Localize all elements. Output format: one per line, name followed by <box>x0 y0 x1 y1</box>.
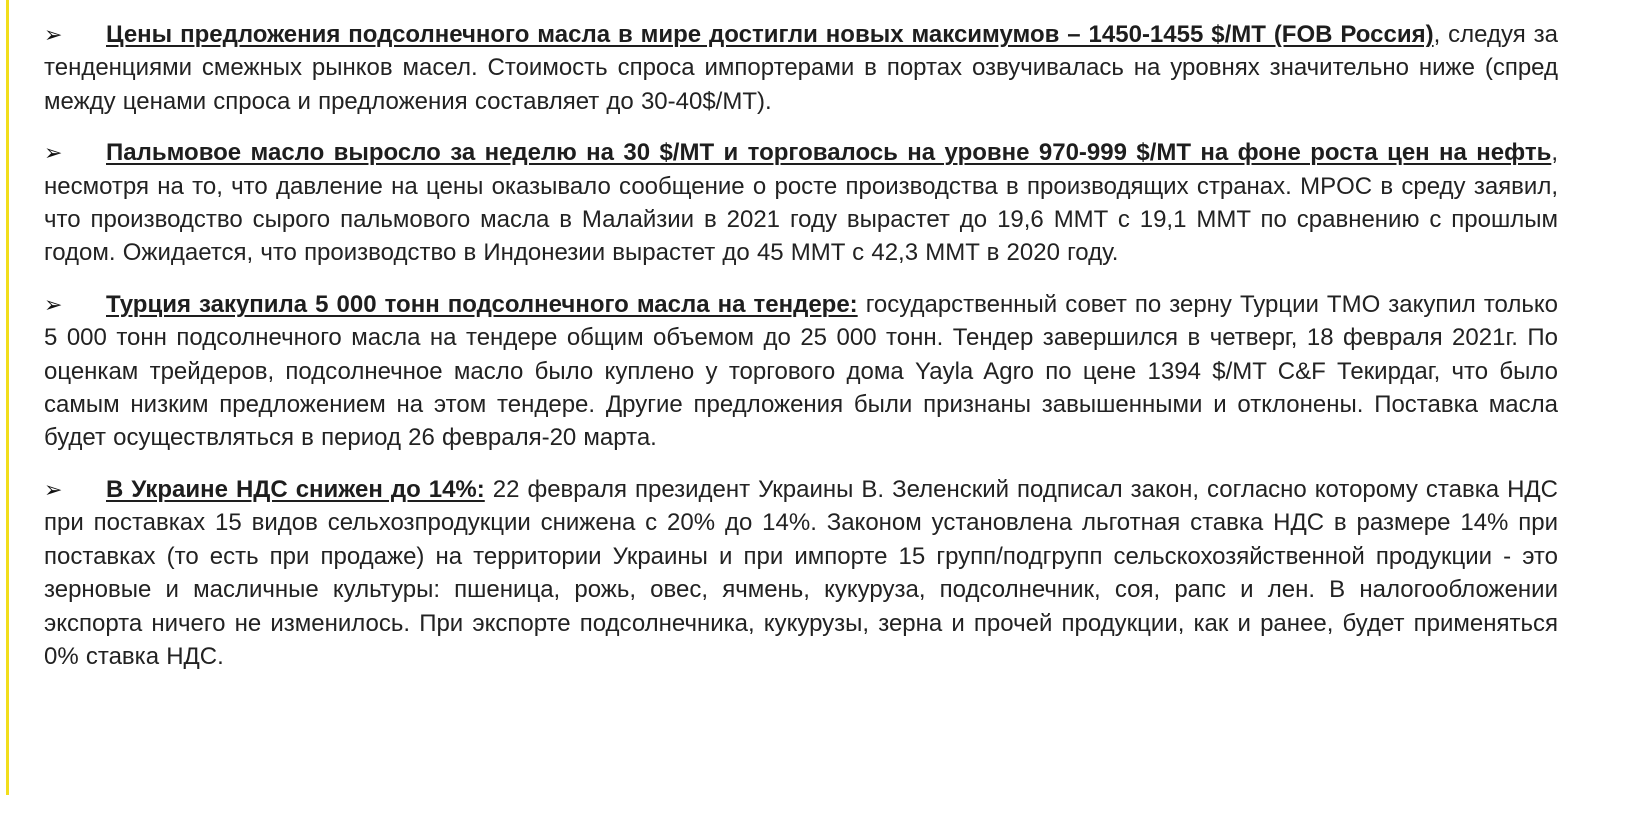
news-paragraph <box>44 288 1558 455</box>
news-headline: Турция закупила 5 000 тонн подсолнечного масла на тендере: <box>106 290 858 318</box>
news-body: 22 февраля президент Украины В. Зеленский подписал закон, согласно которому ставка НДС при поставках 15 видов сельхозпродукции снижена с 20% до 14%. Законом установлена льготная ставка НДС в размере 14% при поставках (то есть при продаже) на территории Украины и при импорте 15 групп/подгрупп сельскохозяйственной продукции - это зерновые и масличные культуры: пшеница, рожь, овес, ячмень, кукуруза, подсолнечник, соя, рапс и лен. В налогообложении экспорта ничего не изменилось. При экспорте подсолнечника, кукурузы, зерна и прочей продукции, как и ранее, будет применяться 0% ставка НДС. <box>44 475 1558 670</box>
arrow-bullet-icon: ➢ <box>44 140 63 166</box>
arrow-bullet-icon: ➢ <box>44 476 63 502</box>
news-paragraph <box>44 473 1558 673</box>
news-headline: Цены предложения подсолнечного масла в мире достигли новых максимумов – 1450-1455 $/MT (FOB Россия) <box>106 21 1434 48</box>
news-body: , несмотря на то, что давление на цены оказывало сообщение о росте производства в производящих странах. MPOC в среду заявил, что производство сырого пальмового масла в Малайзии в 2021 году вырастет до 19,6 MMT с 19,1 MMT по сравнению с прошлым годом. Ожидается, что производство в Индонезии вырастет до 45 MMT с 42,3 MMT в 2020 году. <box>44 139 1558 267</box>
news-body: , следуя за тенденциями смежных рынков масел. Стоимость спроса импортерами в портах озвучивалась на уровнях значительно ниже (спред между ценами спроса и предложения составляет до 30-40$/MT). <box>44 21 1558 115</box>
accent-bar <box>6 0 9 795</box>
arrow-bullet-icon: ➢ <box>44 291 63 317</box>
news-headline: В Украине НДС снижен до 14%: <box>106 475 485 503</box>
news-content <box>44 18 1558 691</box>
news-paragraph <box>44 136 1558 270</box>
arrow-bullet-icon: ➢ <box>44 22 63 47</box>
news-paragraph <box>44 18 1558 118</box>
news-body: государственный совет по зерну Турции TMO закупил только 5 000 тонн подсолнечного масла на тендере общим объемом до 25 000 тонн. Тендер завершился в четверг, 18 февраля 2021г. По оценкам трейдеров, подсолнечное масло было куплено у торгового дома Yayla Agro по цене 1394 $/MT C&F Текирдаг, что было самым низким предложением на этом тендере. Другие предложения были признаны завышенными и отклонены. Поставка масла будет осуществляться в период 26 февраля-20 марта. <box>44 290 1558 452</box>
news-headline: Пальмовое масло выросло за неделю на 30 $/MT и торговалось на уровне 970-999 $/MT на фоне роста цен на нефть <box>106 139 1552 167</box>
